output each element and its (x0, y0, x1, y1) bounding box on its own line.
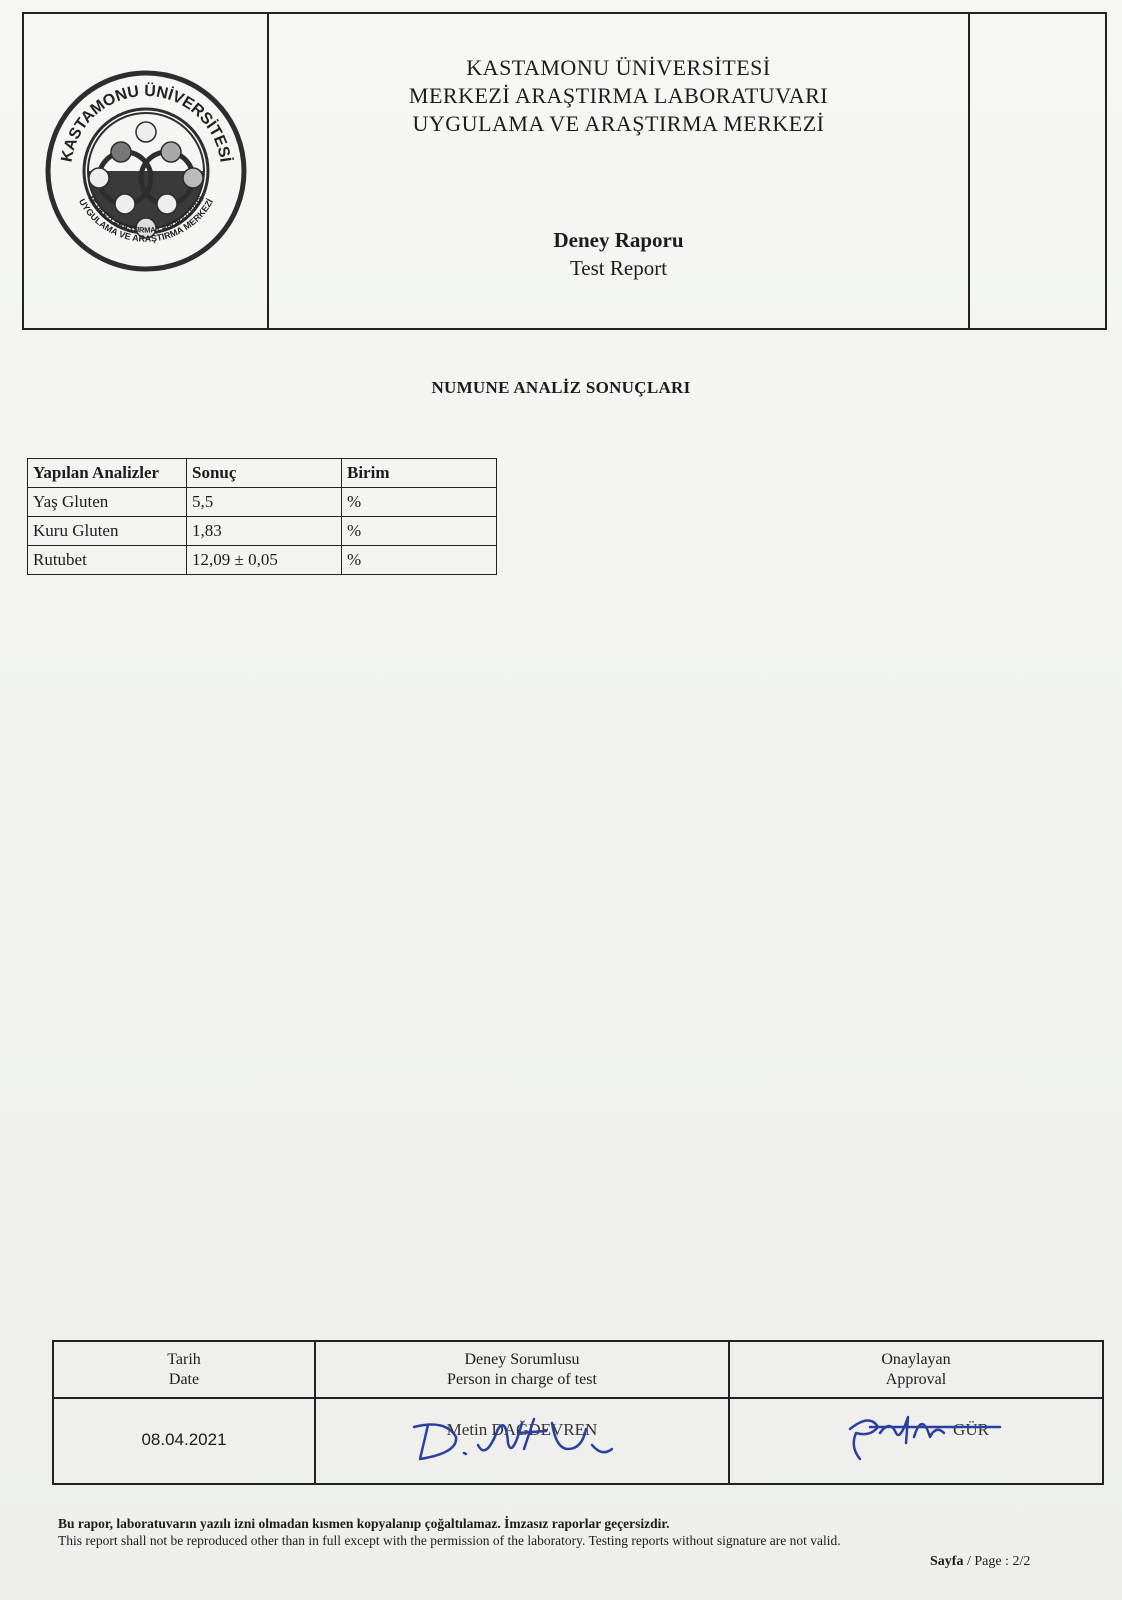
responsible-signature-area (316, 1397, 728, 1483)
results-table (27, 458, 497, 575)
date-column (54, 1342, 316, 1483)
table-row (28, 546, 497, 575)
approval-signature-area (730, 1397, 1102, 1483)
svg-text:UYGULAMA VE ARAŞTIRMA MERKEZİ: UYGULAMA VE ARAŞTIRMA MERKEZİ (76, 196, 215, 244)
approval-header-en: Approval (885, 1370, 947, 1388)
cell-unit: % (342, 517, 497, 546)
report-header (22, 12, 1107, 330)
approver-name: GÜR (953, 1420, 989, 1439)
cell-unit: % (342, 546, 497, 575)
approval-header-tr: Onaylayan (881, 1350, 951, 1368)
cell-analysis: Kuru Gluten (28, 517, 187, 546)
org-line-3: UYGULAMA VE ARAŞTIRMA MERKEZİ (412, 111, 825, 136)
svg-text:MERKEZİ ARAŞTIRMA LABORATUVARI: MERKEZİ ARAŞTIRMA LABORATUVARI (85, 194, 206, 235)
logo-cell (24, 14, 269, 328)
date-header-en: Date (168, 1370, 200, 1388)
org-line-2: MERKEZİ ARAŞTIRMA LABORATUVARI (408, 83, 829, 108)
approval-column (730, 1342, 1102, 1483)
header-analysis: Yapılan Analizler (28, 459, 187, 488)
university-seal-logo (41, 66, 251, 276)
date-header-tr: Tarih (167, 1350, 201, 1368)
header-title-cell (269, 14, 970, 328)
responsible-header (316, 1342, 728, 1399)
table-header-row (28, 459, 497, 488)
report-title (269, 226, 968, 282)
responsible-name: Metin DAĞDEVREN (446, 1420, 598, 1439)
table-row (28, 488, 497, 517)
responsible-column (316, 1342, 730, 1483)
report-title-tr: Deney Raporu (553, 228, 684, 252)
footer-notice-en: This report shall not be reproduced other than in full except with the permission of the laboratory. Testing reports without signature are not valid. (58, 1533, 841, 1548)
cell-result: 5,5 (187, 488, 342, 517)
report-title-en: Test Report (569, 256, 668, 280)
org-line-1: KASTAMONU ÜNİVERSİTESİ (466, 55, 771, 80)
svg-text:KASTAMONU ÜNİVERSİTESİ: KASTAMONU ÜNİVERSİTESİ (57, 82, 233, 164)
header-unit: Birim (342, 459, 497, 488)
cell-unit: % (342, 488, 497, 517)
section-title: NUMUNE ANALİZ SONUÇLARI (431, 378, 691, 397)
cell-analysis: Yaş Gluten (28, 488, 187, 517)
cell-analysis: Rutubet (28, 546, 187, 575)
table-row (28, 517, 497, 546)
date-header (54, 1342, 314, 1399)
page-number (930, 1554, 1030, 1570)
signature-table (52, 1340, 1104, 1485)
page-value: 2/2 (1012, 1554, 1031, 1569)
page-label: Sayfa (930, 1554, 964, 1569)
organization-name (269, 54, 968, 138)
date-text: 08.04.2021 (141, 1430, 227, 1449)
responsible-header-en: Person in charge of test (447, 1370, 597, 1388)
footer-notice-tr: Bu rapor, laboratuvarın yazılı izni olmadan kısmen kopyalanıp çoğaltılamaz. İmzasız raporlar geçersizdir. (58, 1516, 670, 1531)
header-result: Sonuç (187, 459, 342, 488)
header-blank-cell (970, 14, 1105, 328)
page-label-sep: / Page : (963, 1554, 1013, 1569)
cell-result: 1,83 (187, 517, 342, 546)
approval-header (730, 1342, 1102, 1399)
responsible-header-tr: Deney Sorumlusu (464, 1350, 580, 1368)
date-value (54, 1397, 314, 1483)
cell-result: 12,09 ± 0,05 (187, 546, 342, 575)
